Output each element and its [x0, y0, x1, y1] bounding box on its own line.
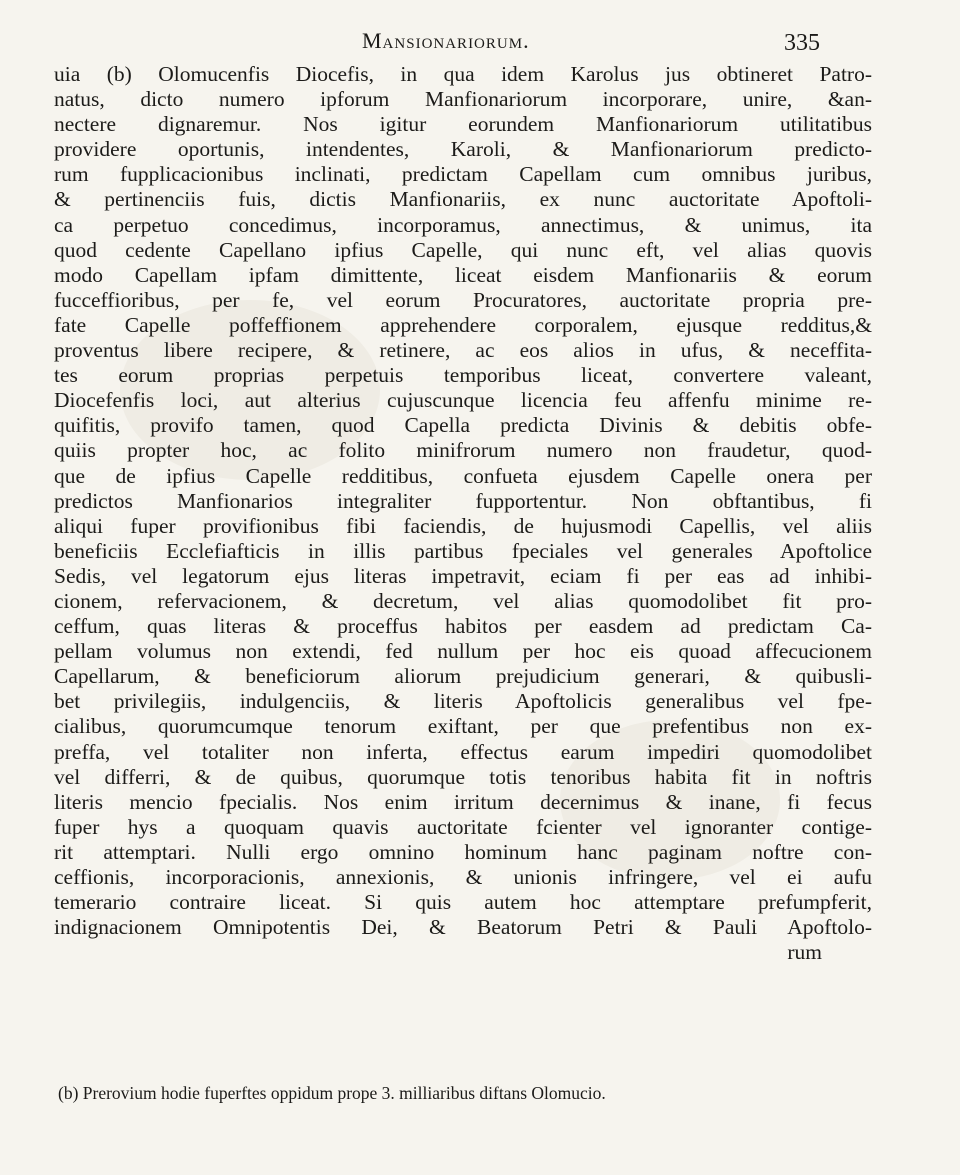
text-line: cionem, refervacionem, & decretum, vel alias quomodolibet fit pro- — [54, 588, 872, 613]
text-line: quiis propter hoc, ac folito minifrorum numero non fraudetur, quod- — [54, 438, 872, 463]
text-line: ca perpetuo concedimus, incorporamus, annectimus, & unimus, ita — [54, 212, 872, 237]
text-line: tes eorum proprias perpetuis temporibus liceat, convertere valeant, — [54, 363, 872, 388]
text-line: Diocefenfis loci, aut alterius cujuscunque licencia feu affenfu minime re- — [54, 388, 872, 413]
text-line: providere oportunis, intendentes, Karoli, & Manfionariorum predicto- — [54, 137, 872, 162]
footnote: (b) Prerovium hodie fuperftes oppidum prope 3. milliaribus diftans Olomucio. — [58, 1083, 606, 1103]
text-line: indignacionem Omnipotentis Dei, & Beatorum Petri & Pauli Apoftolo- — [54, 915, 872, 940]
text-line: ceffionis, incorporacionis, annexionis, & unionis infringere, vel ei aufu — [54, 865, 872, 889]
text-line: rit attemptari. Nulli ergo omnino hominum hanc paginam noftre con- — [54, 839, 872, 864]
text-line: & pertinenciis fuis, dictis Manfionariis, ex nunc auctoritate Apoftoli- — [54, 187, 872, 212]
text-line: nectere dignaremur. Nos igitur eorundem Manfionariorum utilitatibus — [54, 112, 872, 137]
body-text — [54, 62, 872, 965]
text-line: Capellarum, & beneficiorum aliorum prejudicium generari, & quibusli- — [54, 664, 872, 689]
text-line: bet privilegiis, indulgenciis, & literis Apoftolicis generalibus vel fpe- — [54, 689, 872, 714]
text-line: uia (b) Olomucenfis Diocefis, in qua idem Karolus jus obtineret Patro- — [54, 62, 872, 86]
text-line: fuper hys a quoquam quavis auctoritate fcienter vel ignoranter contige- — [54, 814, 872, 839]
text-line: predictos Manfionarios integraliter fupportentur. Non obftantibus, fi — [54, 488, 872, 513]
text-line: fate Capelle poffeffionem apprehendere corporalem, ejusque redditus,& — [54, 312, 872, 337]
page-number: 335 — [784, 30, 820, 56]
text-line: modo Capellam ipfam dimittente, liceat eisdem Manfionariis & eorum — [54, 262, 872, 287]
text-line: preffa, vel totaliter non inferta, effectus earum impediri quomodolibet — [54, 739, 872, 764]
text-line: natus, dicto numero ipforum Manfionariorum incorporare, unire, &an- — [54, 87, 872, 112]
text-line: quifitis, provifo tamen, quod Capella predicta Divinis & debitis obfe- — [54, 413, 872, 438]
text-line: que de ipfius Capelle redditibus, confueta ejusdem Capelle onera per — [54, 463, 872, 488]
text-line: vel differri, & de quibus, quorumque totis tenoribus habita fit in noftris — [54, 764, 872, 789]
text-line: rum fupplicacionibus inclinati, predictam Capellam cum omnibus juribus, — [54, 162, 872, 187]
text-line: temerario contraire liceat. Si quis autem hoc attemptare prefumpferit, — [54, 890, 872, 915]
text-line: ceffum, quas literas & proceffus habitos per easdem ad predictam Ca- — [54, 614, 872, 639]
running-head — [0, 28, 960, 58]
running-title: Mansionariorum. — [362, 28, 530, 53]
text-line: aliqui fuper provifionibus fibi faciendis, de hujusmodi Capellis, vel aliis — [54, 513, 872, 538]
text-line: cialibus, quorumcumque tenorum exiftant, per que prefentibus non ex- — [54, 714, 872, 739]
text-line: pellam volumus non extendi, fed nullum per hoc eis quoad affecucionem — [54, 639, 872, 664]
text-line: beneficiis Ecclefiafticis in illis partibus fpeciales vel generales Apoftolice — [54, 538, 872, 563]
text-line: literis mencio fpecialis. Nos enim irritum decernimus & inane, fi fecus — [54, 789, 872, 814]
text-line: quod cedente Capellano ipfius Capelle, qui nunc eft, vel alias quovis — [54, 237, 872, 262]
text-line: fucceffioribus, per fe, vel eorum Procuratores, auctoritate propria pre- — [54, 287, 872, 312]
text-line: proventus libere recipere, & retinere, ac eos alios in ufus, & neceffita- — [54, 338, 872, 363]
catchword: rum — [787, 940, 822, 965]
text-line: Sedis, vel legatorum ejus literas impetravit, eciam fi per eas ad inhibi- — [54, 563, 872, 588]
